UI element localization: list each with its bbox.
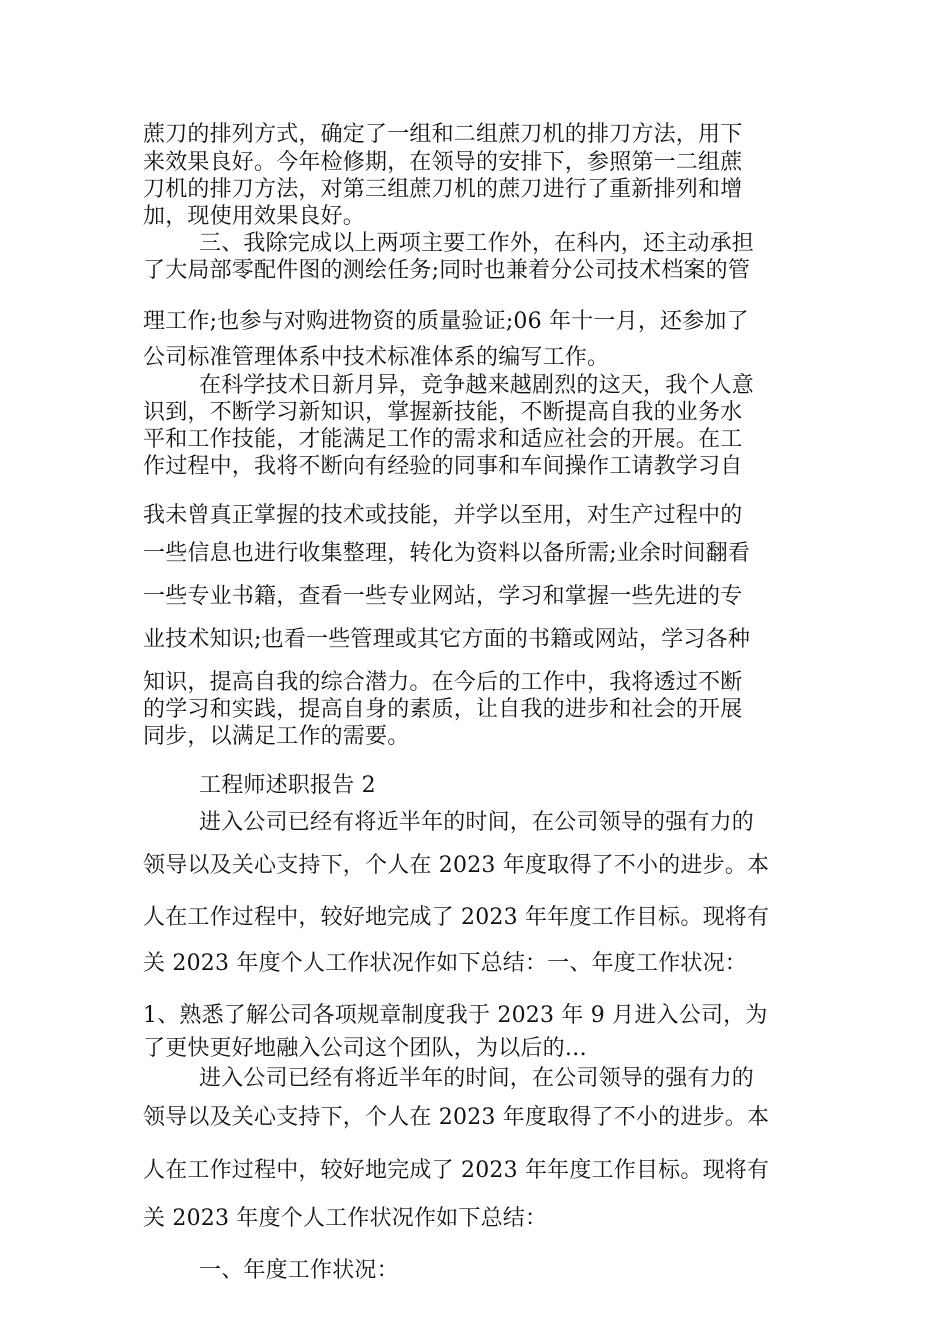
text-line: 我未曾真正掌握的技术或技能，并学以至用，对生产过程中的: [143, 503, 743, 528]
text-line: 了大局部零配件图的测绘任务;同时也兼着分公司技术档案的管: [143, 258, 751, 283]
text-line: 同步，以满足工作的需要。: [143, 724, 410, 749]
text-line: 业技术知识;也看一些管理或其它方面的书籍或网站，学习各种: [143, 627, 751, 652]
text-line: 一、年度工作状况：: [199, 1258, 399, 1283]
text-line: 三、我除完成以上两项主要工作外，在科内，还主动承担: [199, 231, 755, 256]
text-line: 进入公司已经有将近半年的时间，在公司领导的强有力的: [199, 1066, 755, 1091]
text-line: 在科学技术日新月异，竞争越来越剧烈的这天，我个人意: [199, 373, 755, 398]
text-line: 人在工作过程中，较好地完成了 2023 年年度工作目标。现将有: [143, 905, 770, 930]
text-line: 进入公司已经有将近半年的时间，在公司领导的强有力的: [199, 810, 755, 835]
text-line: 理工作;也参与对购进物资的质量验证;06 年十一月，还参加了: [143, 309, 749, 334]
section-heading: 工程师述职报告 2: [199, 773, 376, 798]
text-line: 领导以及关心支持下，个人在 2023 年度取得了不小的进步。本: [143, 853, 770, 878]
text-line: 一些信息也进行收集整理，转化为资料以备所需;业余时间翻看: [143, 541, 751, 566]
text-line: 刀机的排刀方法，对第三组蔗刀机的蔗刀进行了重新排列和增: [143, 177, 743, 202]
text-line: 识到，不断学习新知识，掌握新技能，不断提高自我的业务水: [143, 400, 743, 425]
text-line: 关 2023 年度个人工作状况作如下总结：: [143, 1206, 548, 1231]
text-line: 了更快更好地融入公司这个团队，为以后的…: [143, 1036, 588, 1061]
text-line: 人在工作过程中，较好地完成了 2023 年年度工作目标。现将有: [143, 1158, 770, 1183]
text-line: 公司标准管理体系中技术标准体系的编写工作。: [143, 345, 610, 370]
text-line: 加，现使用效果良好。: [143, 204, 366, 229]
text-line: 1、熟悉了解公司各项规章制度我于 2023 年 9 月进入公司，为: [143, 1003, 768, 1028]
text-line: 领导以及关心支持下，个人在 2023 年度取得了不小的进步。本: [143, 1105, 770, 1130]
text-line: 平和工作技能，才能满足工作的需求和适应社会的开展。在工: [143, 427, 743, 452]
text-line: 来效果良好。今年检修期，在领导的安排下，参照第一二组蔗: [143, 150, 743, 175]
text-line: 蔗刀的排列方式，确定了一组和二组蔗刀机的排刀方法，用下: [143, 122, 743, 147]
text-line: 的学习和实践，提高自身的素质，让自我的进步和社会的开展: [143, 697, 743, 722]
text-line: 关 2023 年度个人工作状况作如下总结：一、年度工作状况：: [143, 951, 747, 976]
text-line: 一些专业书籍，查看一些专业网站，学习和掌握一些先进的专: [143, 584, 743, 609]
text-line: 作过程中，我将不断向有经验的同事和车间操作工请教学习自: [143, 454, 743, 479]
text-line: 知识，提高自我的综合潜力。在今后的工作中，我将透过不断: [143, 670, 743, 695]
